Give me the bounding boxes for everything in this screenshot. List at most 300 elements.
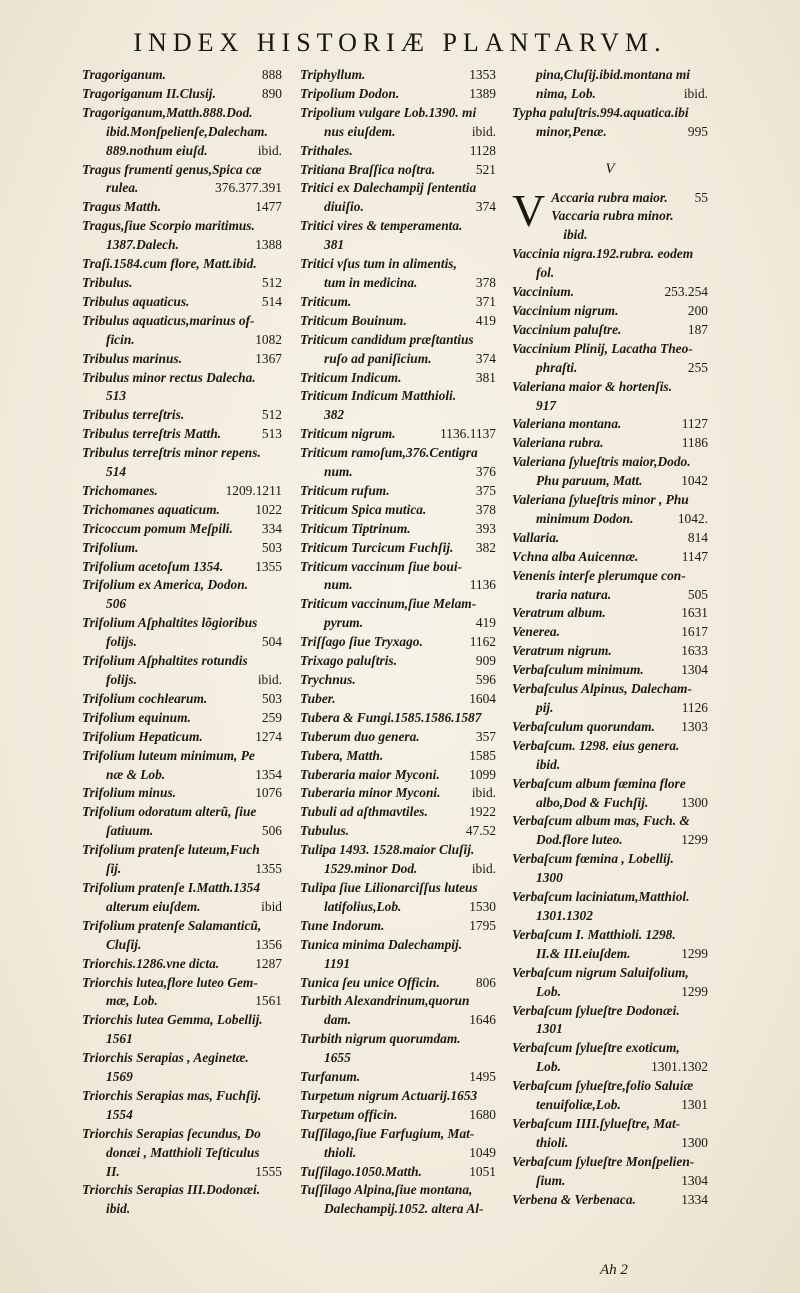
index-entry: [82, 841, 282, 860]
entry-term: ruſo ad paniſicium.: [324, 350, 432, 366]
entry-term: Triticum vaccinum,ſiue Melam-: [300, 596, 477, 612]
index-entry: [300, 747, 496, 766]
entry-term: mæ, Lob.: [106, 993, 158, 1009]
page-reference: 596: [475, 672, 496, 687]
page-reference: 1051: [469, 1163, 496, 1179]
entry-term: traria natura.: [536, 586, 612, 602]
entry-term: minimum Dodon.: [536, 510, 634, 526]
index-entry: [512, 491, 708, 510]
entry-term: Triticum Indicum.: [300, 369, 402, 385]
entry-term: Triorchis lutea,flore luteo Gem-: [82, 974, 258, 990]
index-entry: [300, 652, 496, 671]
entry-term: Trifolium Aſphaltites rotundis: [82, 653, 248, 669]
index-entry: [82, 992, 282, 1011]
index-entry: [82, 955, 282, 974]
index-entry: [512, 964, 708, 983]
index-entry: [300, 766, 496, 785]
index-entry: [512, 1039, 708, 1058]
page-reference: 1354: [255, 766, 282, 782]
index-entry: [300, 350, 496, 369]
page-reference: 1042.: [677, 510, 708, 526]
index-entry: [300, 179, 496, 198]
page-reference: 1304: [681, 1172, 708, 1188]
entry-term: Tragus,ſiue Scorpio maritimus.: [82, 218, 255, 234]
page-reference: 1128: [469, 142, 496, 158]
page-reference: 1209.1211: [225, 482, 282, 498]
entry-term: phraſti.: [536, 359, 578, 375]
index-entry: [512, 321, 708, 340]
page-reference: 506: [261, 823, 282, 839]
index-entry: [300, 1030, 496, 1049]
entry-term: Tribulus minor rectus Dalecha.: [82, 369, 256, 385]
entry-term: Trychnus.: [300, 672, 356, 687]
page-reference: 995: [687, 123, 708, 139]
index-entry: [512, 1153, 708, 1172]
entry-term: Verbaſcum ſylueſtre Monſpelien-: [512, 1153, 695, 1169]
index-entry: [82, 501, 282, 520]
page-reference: 1301.1302: [651, 1059, 708, 1075]
index-entry: [300, 992, 496, 1011]
index-entry: [300, 217, 496, 236]
entry-term: Valeriana ſylueſtris maior,Dodo.: [512, 454, 691, 470]
page-reference: 1355: [255, 861, 282, 877]
entry-term: Valeriana maior & hortenſis.: [512, 378, 672, 394]
entry-term: Turbith Alexandrinum,quorun: [300, 993, 470, 1009]
index-entry: [512, 888, 708, 907]
page-reference: 200: [687, 302, 708, 318]
index-entry: [300, 955, 496, 974]
page-reference: ibid.: [683, 85, 708, 101]
entry-term: Tritici vires & temperamenta.: [300, 218, 463, 234]
entry-term: Valeriana ſylueſtris minor , Phu: [512, 492, 689, 508]
index-entry: [82, 595, 282, 614]
entry-term: Vaccinium paluſtre.: [512, 321, 622, 337]
index-entry: [512, 529, 708, 548]
page-reference: 1604: [469, 690, 496, 706]
entry-term: Tunica ſeu unice Officin.: [300, 974, 440, 990]
index-entry: [300, 293, 496, 312]
page-reference: 1042: [681, 473, 708, 489]
index-entry: [512, 945, 708, 964]
page-reference: 374: [475, 199, 496, 215]
entry-term: ibid.: [563, 227, 588, 243]
entry-term: Triſſago ſiue Tryxago.: [300, 634, 423, 650]
index-entry: [512, 794, 708, 813]
entry-term: Trifolium ex America, Dodon.: [82, 577, 249, 593]
entry-term: Verbaſcum ſylueſtre,folio Saluiæ: [512, 1078, 694, 1094]
index-entry: [300, 1181, 496, 1200]
entry-term: Trifolium pratenſe luteum,Fuch: [82, 842, 260, 858]
index-column-1: [82, 66, 282, 1219]
index-entry: [300, 1163, 496, 1182]
page-reference: 1299: [681, 983, 708, 999]
index-entry: [300, 142, 496, 161]
page-reference: 375: [475, 482, 496, 498]
entry-term: Tripolium vulgare Lob.1390. mi: [300, 104, 477, 120]
index-entry: [82, 898, 282, 917]
index-entry: [300, 236, 496, 255]
page-reference: 1617: [681, 624, 708, 640]
page-reference: 1334: [681, 1191, 708, 1207]
entry-term: Turfanum.: [300, 1069, 361, 1085]
entry-term: Tritici ex Dalechampij ſententia: [300, 180, 477, 196]
entry-term: Trifolium.: [82, 539, 139, 555]
index-entry: [300, 539, 496, 558]
entry-term: Verbaſcum ſylueſtre Dodonæi.: [512, 1002, 680, 1018]
index-entry: [82, 66, 282, 85]
entry-term: 1387.Dalech.: [106, 237, 179, 253]
index-entry: [512, 812, 708, 831]
index-entry: [300, 558, 496, 577]
index-entry: [512, 1096, 708, 1115]
entry-term: Vaccinia nigra.192.rubra. eodem: [512, 246, 694, 262]
index-entry: [300, 690, 496, 709]
index-column-2: [300, 66, 496, 1219]
page-reference: 1530: [469, 898, 496, 914]
entry-term: pyrum.: [324, 615, 364, 631]
entry-term: Verbena & Verbenaca.: [512, 1191, 636, 1207]
page-reference: 1477: [255, 199, 282, 215]
index-entry: [300, 879, 496, 898]
page-reference: 1389: [469, 85, 496, 101]
page-reference: 253.254: [664, 284, 708, 300]
page-reference: 371: [475, 293, 496, 309]
entry-term: Tulipa 1493. 1528.maior Cluſij.: [300, 842, 475, 858]
index-entry: [512, 302, 708, 321]
index-entry: [82, 652, 282, 671]
page-reference: 1495: [469, 1069, 496, 1085]
index-entry: [300, 822, 496, 841]
index-entry: [512, 983, 708, 1002]
page-reference: 1561: [255, 993, 282, 1009]
entry-term: Tritiana Braſſica noſtra.: [300, 161, 436, 177]
entry-term: Triorchis Serapias ſecundus, Do: [82, 1125, 261, 1141]
entry-term: Vaccinium nigrum.: [512, 302, 619, 318]
page-reference: 381: [475, 369, 496, 385]
page-reference: 521: [475, 161, 496, 177]
entry-term: II.& III.eiuſdem.: [536, 945, 631, 961]
page-reference: 1356: [255, 936, 282, 952]
entry-term: ſium.: [536, 1172, 566, 1188]
page-reference: 376: [475, 464, 496, 480]
page-reference: 1022: [255, 501, 282, 517]
page-reference: 1353: [469, 67, 496, 82]
index-entry: [82, 1181, 282, 1200]
entry-term: Verbaſculum quorundam.: [512, 718, 655, 734]
entry-term: Trithales.: [300, 142, 353, 158]
page-reference: 814: [687, 529, 708, 545]
entry-term: Tuberaria maior Myconi.: [300, 766, 440, 782]
index-entry: [82, 123, 282, 142]
entry-term: minor,Penæ.: [536, 123, 607, 139]
entry-term: Trifolium pratenſe I.Matth.1354: [82, 879, 261, 895]
entry-term: Dalechampij.1052. altera Al-: [324, 1201, 484, 1217]
entry-term: Vaccaria rubra minor.: [551, 208, 674, 224]
index-entry: [82, 142, 282, 161]
page-reference: ibid: [261, 898, 282, 914]
entry-term: Verbaſcum nigrum Saluifolium,: [512, 964, 689, 980]
entry-term: Verbaſcum. 1298. eius genera.: [512, 737, 680, 753]
entry-term: Triticum vaccinum ſiue boui-: [300, 558, 463, 574]
index-entry: [300, 66, 496, 85]
index-entry: [512, 586, 708, 605]
index-entry: [300, 936, 496, 955]
entry-term: ibid.: [106, 1201, 131, 1217]
index-entry: [82, 671, 282, 690]
entry-term: Tubuli ad aſthmavtiles.: [300, 804, 428, 820]
entry-term: Tricoccum pomum Meſpili.: [82, 520, 233, 536]
page-reference: 1126: [681, 700, 708, 715]
page-reference: 1136.1137: [440, 426, 496, 442]
entry-term: Triticum Spica mutica.: [300, 501, 427, 517]
page-reference: 1127: [681, 416, 708, 432]
index-entry: [300, 85, 496, 104]
index-entry: [82, 406, 282, 425]
index-column-3: [512, 66, 708, 1209]
page-reference: 376.377.391: [215, 180, 282, 196]
page-reference: 357: [475, 728, 496, 744]
page-reference: 1633: [681, 643, 708, 659]
index-entry: [512, 737, 708, 756]
index-entry: [512, 1115, 708, 1134]
index-entry: [82, 350, 282, 369]
entry-term: Valeriana rubra.: [512, 435, 604, 451]
index-entry: [300, 671, 496, 690]
index-entry: [82, 463, 282, 482]
index-entry: [82, 690, 282, 709]
entry-term: Lob.: [536, 1059, 561, 1075]
entry-term: Tribulus aquaticus.: [82, 293, 190, 309]
index-entry: [82, 85, 282, 104]
entry-term: Verbaſculus Alpinus, Dalecham-: [512, 681, 692, 697]
index-entry: [300, 898, 496, 917]
index-entry: [300, 198, 496, 217]
index-entry: [82, 217, 282, 236]
page-header: INDEX HISTORIÆ PLANTARVM.: [133, 28, 667, 57]
page-reference: 1922: [469, 804, 496, 820]
page-reference: 259: [261, 709, 282, 725]
entry-term: diuiſio.: [324, 199, 364, 215]
entry-term: Triticum Tiptrinum.: [300, 520, 411, 536]
index-entry: [300, 728, 496, 747]
page-reference: ibid.: [471, 861, 496, 877]
page-reference: 1367: [255, 350, 282, 366]
entry-term: Valeriana montana.: [512, 416, 622, 432]
index-entry: [512, 359, 708, 378]
index-entry: [512, 510, 708, 529]
entry-term: Triticum candidum præſtantius: [300, 331, 474, 347]
entry-term: Tragus Matth.: [82, 199, 162, 215]
entry-term: 1569: [106, 1069, 133, 1085]
entry-term: pina,Cluſij.ibid.montana mi: [536, 67, 691, 82]
index-entry: [82, 387, 282, 406]
index-entry: [82, 539, 282, 558]
entry-term: Tuſſilago.1050.Matth.: [300, 1163, 422, 1179]
page-reference: 1299: [681, 832, 708, 848]
entry-term: Triphyllum.: [300, 67, 366, 82]
index-entry: [512, 567, 708, 586]
index-entry: [512, 869, 708, 888]
index-entry: [512, 1020, 708, 1039]
entry-term: Tuberaria minor Myconi.: [300, 785, 441, 801]
entry-term: Accaria rubra maior.: [551, 189, 668, 205]
index-entry: [82, 822, 282, 841]
entry-term: Triticum.: [300, 293, 352, 309]
index-entry: [82, 482, 282, 501]
index-entry: [82, 1125, 282, 1144]
entry-term: Triticum rufum.: [300, 482, 390, 498]
index-entry: [512, 340, 708, 359]
entry-term: Tunica minima Dalechampij.: [300, 936, 463, 952]
index-entry: [300, 595, 496, 614]
page-reference: 514: [261, 293, 282, 309]
entry-term: alterum eiuſdem.: [106, 898, 201, 914]
page-reference: 1274: [255, 728, 282, 744]
entry-term: Verbaſcum fœmina , Lobellij.: [512, 851, 674, 867]
entry-term: Tribulus marinus.: [82, 350, 182, 366]
page-reference: 1300: [681, 794, 708, 810]
index-entry: [82, 614, 282, 633]
index-entry: [82, 803, 282, 822]
index-entry: [82, 104, 282, 123]
page-reference: 1099: [469, 766, 496, 782]
index-entry: [82, 766, 282, 785]
index-entry: [300, 274, 496, 293]
index-entry: [300, 709, 496, 728]
index-entry: [512, 907, 708, 926]
entry-term: 1301.1302: [536, 907, 593, 923]
entry-term: albo,Dod & Fuchſij.: [536, 794, 649, 810]
index-entry: [300, 1068, 496, 1087]
entry-term: Tune Indorum.: [300, 917, 385, 933]
index-entry: [512, 642, 708, 661]
index-entry: [82, 1030, 282, 1049]
index-entry: [300, 1125, 496, 1144]
page-reference: 1304: [681, 662, 708, 678]
index-entry: [512, 775, 708, 794]
page-reference: ibid.: [471, 785, 496, 801]
entry-term: 917: [536, 397, 557, 413]
index-entry: [300, 501, 496, 520]
page-reference: 505: [687, 586, 708, 602]
index-entry: [512, 1058, 708, 1077]
entry-term: Lob.: [536, 983, 561, 999]
entry-term: Venenis interſe plerumque con-: [512, 567, 686, 583]
entry-term: Verbaſcum album fœmina flore: [512, 775, 686, 791]
index-entry: [82, 369, 282, 388]
index-entry: [512, 264, 708, 283]
page-reference: 1186: [681, 435, 708, 451]
index-entry: [300, 917, 496, 936]
entry-term: Triorchis Serapias mas, Fuchſij.: [82, 1087, 262, 1103]
entry-term: 1655: [324, 1050, 351, 1066]
page-reference: 1082: [255, 331, 282, 347]
entry-term: Tulipa ſiue Lilionarciſſus luteus: [300, 879, 478, 895]
entry-term: ibid.: [536, 756, 561, 772]
entry-term: folijs.: [106, 672, 137, 687]
entry-term: 1529.minor Dod.: [324, 861, 418, 877]
entry-term: Trichomanes.: [82, 482, 158, 498]
page-reference: 374: [475, 350, 496, 366]
index-entry: [512, 434, 708, 453]
entry-term: Trifolium cochlearum.: [82, 690, 208, 706]
index-entry: [82, 198, 282, 217]
entry-term: Triorchis Serapias III.Dodonæi.: [82, 1182, 261, 1198]
entry-term: Triorchis lutea Gemma, Lobellij.: [82, 1012, 263, 1028]
index-entry: [300, 1087, 496, 1106]
entry-term: 889.nothum eiuſd.: [106, 142, 208, 158]
index-entry: [300, 614, 496, 633]
entry-term: Tragus frumenti genus,Spica cæ: [82, 161, 262, 177]
index-entry: [300, 784, 496, 803]
page-reference: 1631: [681, 605, 708, 621]
page-reference: 47.52: [465, 823, 496, 839]
index-entry: [300, 123, 496, 142]
entry-term: Tuberum duo genera.: [300, 728, 420, 744]
page-reference: 1301: [681, 1097, 708, 1113]
entry-term: Tritici vſus tum in alimentis,: [300, 256, 457, 272]
page-reference: 255: [687, 359, 708, 375]
drop-cap-v: V: [512, 184, 546, 236]
entry-term: Tribulus terreſtris Matth.: [82, 426, 222, 442]
index-entry: [300, 406, 496, 425]
index-entry: [82, 917, 282, 936]
entry-term: ſij.: [106, 861, 122, 877]
index-entry: [82, 558, 282, 577]
index-entry: [82, 293, 282, 312]
index-entry: [82, 331, 282, 350]
entry-term: tum in medicina.: [324, 274, 418, 290]
entry-term: Tribulus aquaticus,marinus of-: [82, 312, 255, 328]
index-entry: [82, 1049, 282, 1068]
entry-term: Tubera & Fungi.1585.1586.1587: [300, 709, 482, 725]
index-entry: [512, 1172, 708, 1191]
entry-term: donæi , Matthioli Teſticulus: [106, 1144, 260, 1160]
entry-term: Triticum ramoſum,376.Centigra: [300, 445, 478, 461]
entry-term: 1554: [106, 1106, 133, 1122]
index-entry: [512, 66, 708, 85]
entry-term: Vallaria.: [512, 529, 560, 545]
index-entry: [300, 633, 496, 652]
index-entry: [300, 841, 496, 860]
entry-term: Tuſſilago,ſiue Farfugium, Mat-: [300, 1125, 475, 1141]
page-reference: 1303: [681, 718, 708, 734]
entry-term: Vaccinium Plinij, Lacatha Theo-: [512, 340, 693, 356]
signature-mark: Ah 2: [600, 1262, 628, 1278]
entry-term: ſatiuum.: [106, 823, 154, 839]
entry-term: thioli.: [536, 1134, 569, 1150]
entry-term: Vchna alba Auicennæ.: [512, 548, 639, 564]
page-reference: 382: [475, 539, 496, 555]
page-reference: 1388: [255, 237, 282, 253]
index-entry: [512, 453, 708, 472]
entry-term: Trifolium equinum.: [82, 709, 191, 725]
index-entry: [82, 1144, 282, 1163]
entry-term: Vaccinium.: [512, 284, 575, 300]
entry-term: Tuſſilago Alpina,ſiue montana,: [300, 1182, 473, 1198]
entry-term: Triticum Indicum Matthioli.: [300, 388, 457, 404]
entry-term: nus eiuſdem.: [324, 123, 396, 139]
index-entry: [300, 1049, 496, 1068]
entry-term: 1300: [536, 870, 563, 886]
entry-term: latifolius,Lob.: [324, 898, 402, 914]
index-entry: [82, 974, 282, 993]
index-entry: [82, 179, 282, 198]
index-entry: [82, 1163, 282, 1182]
page-reference: 1585: [469, 747, 496, 763]
entry-term: 506: [106, 596, 127, 612]
page-reference: 1049: [469, 1144, 496, 1160]
